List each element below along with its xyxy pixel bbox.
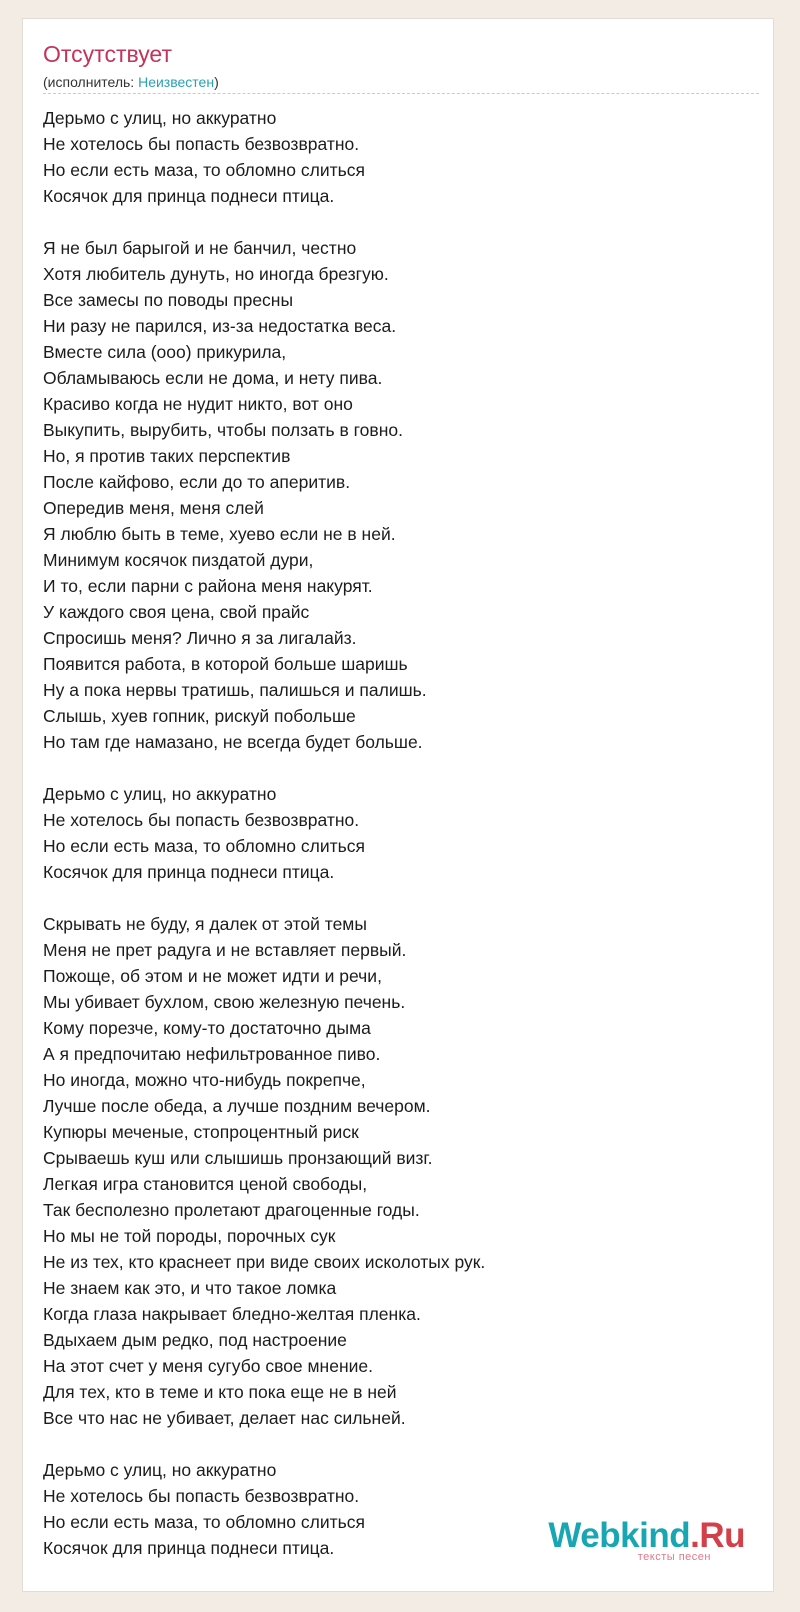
lyric-line: Все замесы по поводы пресны: [43, 290, 294, 310]
lyric-line: Не хотелось бы попасть безвозвратно.: [43, 810, 360, 830]
stanza-break: [43, 1431, 485, 1457]
lyric-line: И то, если парни с района меня накурят.: [43, 576, 373, 596]
lyric-line: Не хотелось бы попасть безвозвратно.: [43, 1486, 360, 1506]
lyric-line: Легкая игра становится ценой свободы,: [43, 1174, 368, 1194]
logo-wordmark: Webkind: [548, 1516, 691, 1555]
logo-tagline: тексты песен: [637, 1551, 711, 1563]
lyric-line: Ни разу не парился, из-за недостатка веса.: [43, 316, 397, 336]
lyric-line: Не из тех, кто краснеет при виде своих исколотых рук.: [43, 1252, 486, 1272]
lyric-line: Не знаем как это, и что такое ломка: [43, 1278, 337, 1298]
lyric-line: Дерьмо с улиц, но аккуратно: [43, 1460, 277, 1480]
lyric-line: Лучше после обеда, а лучше поздним вечером.: [43, 1096, 431, 1116]
lyric-line: Мы убивает бухлом, свою железную печень.: [43, 992, 406, 1012]
lyric-line: Вместе сила (ооо) прикурила,: [43, 342, 287, 362]
lyrics-card: [22, 18, 774, 1592]
lyric-line: Но если есть маза, то обломно слиться: [43, 836, 365, 856]
artist-suffix: ): [214, 74, 219, 90]
lyric-line: Но, я против таких перспектив: [43, 446, 291, 466]
lyric-line: Красиво когда не нудит никто, вот оно: [43, 394, 353, 414]
lyric-line: Не хотелось бы попасть безвозвратно.: [43, 134, 360, 154]
lyric-line: Выкупить, вырубить, чтобы ползать в говно.: [43, 420, 403, 440]
song-title: Отсутствует: [43, 41, 172, 67]
title-divider: [43, 93, 759, 94]
lyric-line: Появится работа, в которой больше шаришь: [43, 654, 408, 674]
lyric-line: Косячок для принца поднеси птица.: [43, 1538, 335, 1558]
lyric-line: Вдыхаем дым редко, под настроение: [43, 1330, 347, 1350]
lyric-line: Но если есть маза, то обломно слиться: [43, 160, 365, 180]
lyric-line: Скрывать не буду, я далек от этой темы: [43, 914, 367, 934]
stanza-break: [43, 209, 485, 235]
lyric-line: Для тех, кто в теме и кто пока еще не в ней: [43, 1382, 397, 1402]
lyric-line: Ну а пока нервы тратишь, палишься и палишь.: [43, 680, 427, 700]
lyric-line: Все что нас не убивает, делает нас сильней.: [43, 1408, 406, 1428]
lyric-line: Но мы не той породы, порочных сук: [43, 1226, 336, 1246]
lyric-line: Меня не прет радуга и не вставляет первый.: [43, 940, 407, 960]
lyrics-text: [43, 105, 485, 1561]
lyric-line: Обламываюсь если не дома, и нету пива.: [43, 368, 383, 388]
lyric-line: Но там где намазано, не всегда будет больше.: [43, 732, 423, 752]
lyric-line: Я люблю быть в теме, хуево если не в ней.: [43, 524, 396, 544]
lyric-line: Кому порезче, кому-то достаточно дыма: [43, 1018, 371, 1038]
artist-line: [43, 74, 219, 90]
lyric-line: Так бесполезно пролетают драгоценные годы.: [43, 1200, 420, 1220]
lyric-line: Купюры меченые, стопроцентный риск: [43, 1122, 359, 1142]
stanza-break: [43, 755, 485, 781]
lyric-line: Слышь, хуев гопник, рискуй побольше: [43, 706, 356, 726]
lyric-line: Минимум косячок пиздатой дури,: [43, 550, 314, 570]
lyric-line: Когда глаза накрывает бледно-желтая пленка.: [43, 1304, 421, 1324]
lyric-line: У каждого своя цена, свой прайс: [43, 602, 310, 622]
lyric-line: Косячок для принца поднеси птица.: [43, 862, 335, 882]
lyric-line: А я предпочитаю нефильтрованное пиво.: [43, 1044, 381, 1064]
logo-tld: .Ru: [690, 1516, 745, 1555]
lyric-line: После кайфово, если до то аперитив.: [43, 472, 351, 492]
lyric-line: Пожоще, об этом и не может идти и речи,: [43, 966, 382, 986]
lyric-line: Дерьмо с улиц, но аккуратно: [43, 108, 277, 128]
lyric-line: Но иногда, можно что-нибудь покрепче,: [43, 1070, 366, 1090]
lyric-line: Дерьмо с улиц, но аккуратно: [43, 784, 277, 804]
stanza-break: [43, 885, 485, 911]
lyric-line: Косячок для принца поднеси птица.: [43, 186, 335, 206]
lyric-line: На этот счет у меня сугубо свое мнение.: [43, 1356, 373, 1376]
lyric-line: Спросишь меня? Лично я за лигалайз.: [43, 628, 357, 648]
artist-prefix: (исполнитель:: [43, 74, 139, 90]
lyric-line: Срываешь куш или слышишь пронзающий визг.: [43, 1148, 433, 1168]
artist-link[interactable]: Неизвестен: [138, 74, 215, 90]
lyric-line: Но если есть маза, то обломно слиться: [43, 1512, 365, 1532]
lyric-line: Я не был барыгой и не банчил, честно: [43, 238, 357, 258]
site-logo[interactable]: [548, 1518, 745, 1563]
lyric-line: Опередив меня, меня слей: [43, 498, 264, 518]
lyric-line: Хотя любитель дунуть, но иногда брезгую.: [43, 264, 389, 284]
